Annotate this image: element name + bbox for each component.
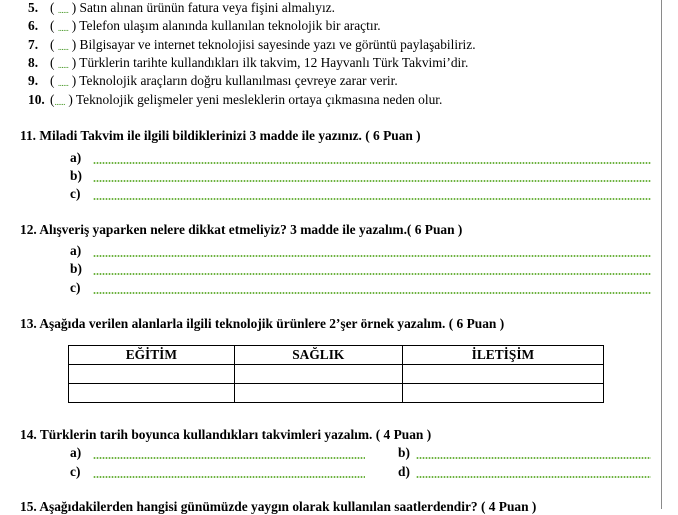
tf-close-paren: ) xyxy=(71,18,77,33)
table-cell[interactable] xyxy=(402,384,603,403)
q14-answer-line-c[interactable] xyxy=(93,475,365,479)
tf-close-paren: ) xyxy=(71,55,77,70)
table-row xyxy=(69,384,604,403)
tf-answer-blank[interactable]: ...... xyxy=(57,78,69,88)
tf-open-paren: ( xyxy=(50,73,55,88)
table-header-row xyxy=(69,346,604,365)
tf-item-text: Teknolojik gelişmeler yeni mesleklerin ortaya çıkmasına neden olur. xyxy=(75,92,443,107)
tf-item-7 xyxy=(28,37,476,55)
tf-close-paren: ) xyxy=(68,92,73,107)
tf-item-text: Teknolojik araçların doğru kullanılması çevreye zarar verir. xyxy=(79,73,398,88)
tf-item-5 xyxy=(28,0,335,18)
table-cell[interactable] xyxy=(69,365,235,384)
header-egitim: EĞİTİM xyxy=(69,346,235,365)
q11-option-b-label: b) xyxy=(70,168,82,183)
page-right-border xyxy=(661,0,662,509)
q14-option-a-label: a) xyxy=(70,445,82,460)
tf-close-paren: ) xyxy=(71,73,77,88)
tf-open-paren: ( xyxy=(50,18,55,33)
q14-answer-line-a[interactable] xyxy=(93,456,365,460)
tech-products-table xyxy=(68,345,604,403)
tf-item-text: Türklerin tarihte kullandıkları ilk takvim, 12 Hayvanlı Türk Takvimi’dir. xyxy=(79,55,469,70)
tf-item-number: 6. xyxy=(28,18,39,33)
tf-item-text: Bilgisayar ve internet teknolojisi sayesinde yazı ve görüntü paylaşabiliriz. xyxy=(79,37,476,52)
tf-item-number: 8. xyxy=(28,55,39,70)
question-13-title: 13. Aşağıda verilen alanlarla ilgili teknolojik ürünlere 2’şer örnek yazalım. ( 6 Puan ) xyxy=(20,316,505,331)
tf-answer-blank[interactable]: ...... xyxy=(57,42,69,52)
tf-item-text: Telefon ulaşım alanında kullanılan teknolojik bir araçtır. xyxy=(79,18,381,33)
q12-option-a-label: a) xyxy=(70,243,82,258)
table-cell[interactable] xyxy=(69,384,235,403)
q11-answer-line-b[interactable] xyxy=(93,179,651,183)
header-saglik: SAĞLIK xyxy=(234,346,402,365)
tf-item-text: Satın alınan ürünün fatura veya fişini almalıyız. xyxy=(79,0,335,15)
q14-option-d-label: d) xyxy=(398,464,410,479)
tf-item-number: 9. xyxy=(28,73,39,88)
header-iletisim: İLETİŞİM xyxy=(402,346,603,365)
q12-answer-line-c[interactable] xyxy=(93,291,651,295)
tf-close-paren: ) xyxy=(71,0,77,15)
q11-option-a-label: a) xyxy=(70,150,82,165)
q12-answer-line-a[interactable] xyxy=(93,254,651,258)
question-11-title: 11. Miladi Takvim ile ilgili bildiklerinizi 3 madde ile yazınız. ( 6 Puan ) xyxy=(20,128,421,143)
tf-close-paren: ) xyxy=(71,37,77,52)
q11-option-c-label: c) xyxy=(70,186,81,201)
tf-open-paren: ( xyxy=(50,37,55,52)
table-row xyxy=(69,365,604,384)
q14-answer-line-b[interactable] xyxy=(416,456,651,460)
question-12-title: 12. Alışveriş yaparken nelere dikkat etmeliyiz? 3 madde ile yazalım.( 6 Puan ) xyxy=(20,222,463,237)
q12-option-b-label: b) xyxy=(70,261,82,276)
tf-open-paren: ( xyxy=(50,92,55,107)
question-15-title: 15. Aşağıdakilerden hangisi günümüzde yaygın olarak kullanılan saatlerdendir? ( 4 Puan ) xyxy=(20,499,537,514)
tf-answer-blank[interactable]: ...... xyxy=(57,60,69,70)
tf-item-6 xyxy=(28,18,381,36)
tf-answer-blank[interactable]: ...... xyxy=(57,23,69,33)
tf-answer-blank[interactable]: ...... xyxy=(57,5,69,15)
tf-item-number: 10. xyxy=(28,92,45,107)
tf-item-10 xyxy=(28,92,442,110)
tf-item-number: 7. xyxy=(28,37,39,52)
question-14-title: 14. Türklerin tarih boyunca kullandıkları takvimleri yazalım. ( 4 Puan ) xyxy=(20,427,432,442)
q14-answer-line-d[interactable] xyxy=(416,475,651,479)
table-cell[interactable] xyxy=(234,365,402,384)
q14-option-c-label: c) xyxy=(70,464,81,479)
q11-answer-line-c[interactable] xyxy=(93,197,651,201)
q11-answer-line-a[interactable] xyxy=(93,161,651,165)
tf-answer-blank[interactable]: ...... xyxy=(54,97,65,107)
q12-answer-line-b[interactable] xyxy=(93,272,651,276)
table-cell[interactable] xyxy=(234,384,402,403)
table-cell[interactable] xyxy=(402,365,603,384)
q12-option-c-label: c) xyxy=(70,280,81,295)
tf-item-8 xyxy=(28,55,468,73)
q14-option-b-label: b) xyxy=(398,445,410,460)
tf-item-number: 5. xyxy=(28,0,39,15)
tf-item-9 xyxy=(28,73,398,91)
tf-open-paren: ( xyxy=(50,0,55,15)
tf-open-paren: ( xyxy=(50,55,55,70)
